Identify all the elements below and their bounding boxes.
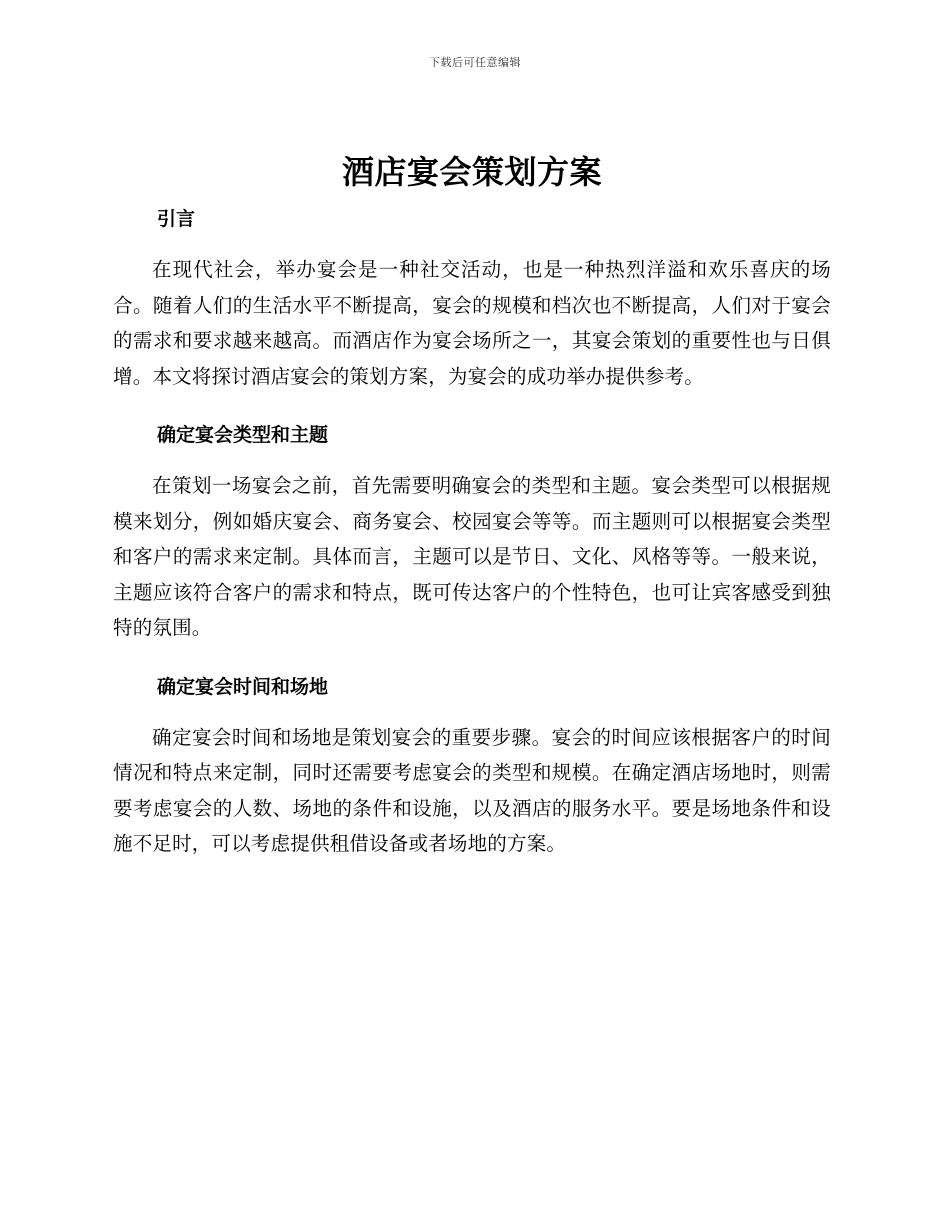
section-body-introduction: 在现代社会，举办宴会是一种社交活动，也是一种热烈洋溢和欢乐喜庆的场合。随着人们的生活水平不断提高，宴会的规模和档次也不断提高，人们对于宴会的需求和要求越来越高。而酒店作为宴会场所之一，其宴会策划的重要性也与日俱增。本文将探讨酒店宴会的策划方案，为宴会的成功举办提供参考。	[113, 258, 831, 388]
section-body-time-venue: 确定宴会时间和场地是策划宴会的重要步骤。宴会的时间应该根据客户的时间情况和特点来定制，同时还需要考虑宴会的类型和规模。在确定酒店场地时，则需要考虑宴会的人数、场地的条件和设施，以及酒店的服务水平。要是场地条件和设施不足时，可以考虑提供租借设备或者场地的方案。	[113, 725, 831, 855]
section-body-type-theme: 在策划一场宴会之前，首先需要明确宴会的类型和主题。宴会类型可以根据规模来划分，例如婚庆宴会、商务宴会、校园宴会等等。而主题则可以根据宴会类型和客户的需求来定制。具体而言，主题可以是节日、文化、风格等等。一般来说，主题应该符合客户的需求和特点，既可传达客户的个性特色，也可让宾客感受到独特的氛围。	[113, 474, 831, 639]
header-note: 下载后可任意编辑	[429, 56, 521, 69]
section-heading-introduction: 引言	[157, 208, 196, 230]
section-heading-type-theme: 确定宴会类型和主题	[157, 424, 329, 446]
document-content	[113, 150, 831, 862]
section-heading-time-venue: 确定宴会时间和场地	[157, 675, 329, 698]
document-title: 酒店宴会策划方案	[341, 153, 602, 191]
